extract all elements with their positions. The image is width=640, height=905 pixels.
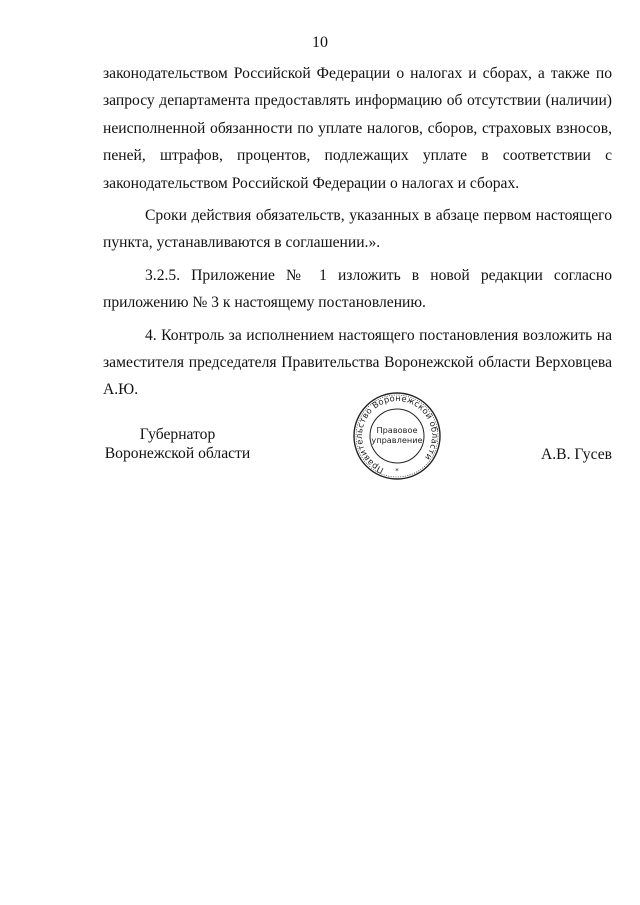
paragraph-control-clause: 4. Контроль за исполнением настоящего постановления возложить на заместителя председателя Правительства Воронежской области Верховцева А.Ю.: [103, 326, 612, 399]
official-seal-stamp: [352, 391, 442, 481]
document-body: [103, 60, 612, 404]
signatory-title-line2: Воронежской области: [104, 445, 251, 462]
signatory-title: [100, 425, 255, 463]
seal-center-line1: Правовое: [376, 425, 418, 435]
seal-icon: [352, 391, 442, 481]
signatory-title-line1: Губернатор: [139, 426, 216, 443]
seal-center-line2: управление: [371, 435, 423, 445]
page-number: 10: [312, 34, 328, 51]
paragraph-continuation: законодательством Российской Федерации о налогах и сборах, а также по запросу департамента предоставлять информацию об отсутствии (наличии) неисполненной обязанности по уплате налогов, сборов, страховых взносов, пеней, штрафов, процентов, подлежащих уплате в соответствии с законодательством Российской Федерации о налогах и сборах.: [103, 65, 612, 192]
seal-ring-text: Правительство Воронежской области: [353, 392, 441, 476]
seal-star-mark: *: [395, 467, 399, 475]
paragraph-obligation-terms: Сроки действия обязательств, указанных в абзаце первом настоящего пункта, устанавливаются в соглашении.».: [103, 207, 612, 252]
paragraph-appendix-change: 3.2.5. Приложение № 1 изложить в новой редакции согласно приложению № 3 к настоящему постановлению.: [103, 266, 612, 312]
signatory-name: А.В. Гусев: [541, 446, 612, 463]
